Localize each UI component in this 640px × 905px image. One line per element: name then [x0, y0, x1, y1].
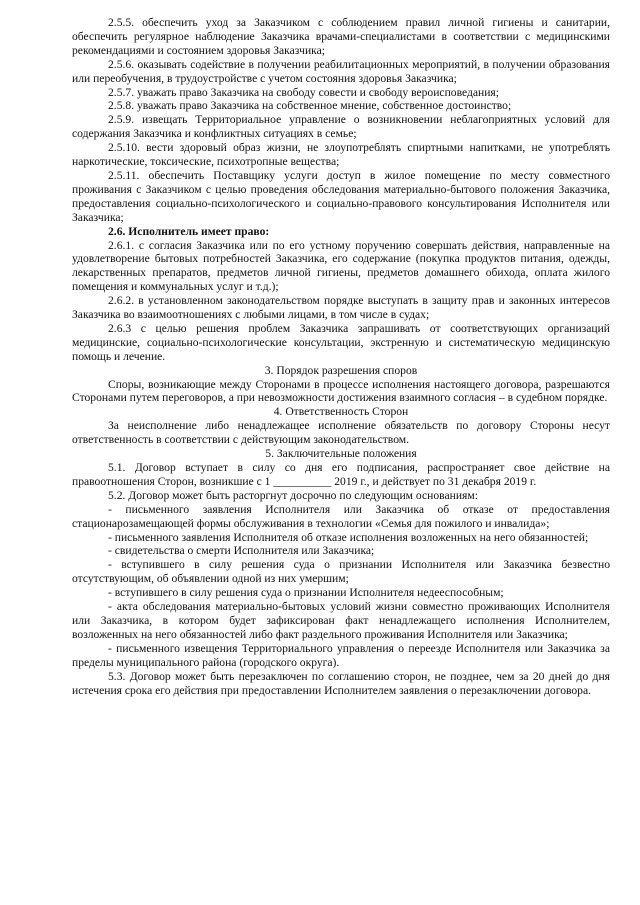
clause-5-3: 5.3. Договор может быть перезаключен по соглашению сторон, не позднее, чем за 20 дней до дня истечения срока его действия при предоставлении Исполнителем заявления о перезаключении договора. [72, 669, 610, 697]
clause-2-6-3: 2.6.3 с целью решения проблем Заказчика запрашивать от соответствующих организаций медицинские, социально-психологические консультации, экстренную и систематическую медицинскую помощь и лечение. [72, 321, 610, 363]
termination-ground-3: - свидетельства о смерти Исполнителя или Заказчика; [108, 544, 375, 558]
section-heading-4: 4. Ответственность Сторон [273, 405, 409, 419]
clause-2-6-2: 2.6.2. в установленном законодательством порядке выступать в защиту прав и законных интересов Заказчика во взаимоотношениях с любыми лицами, в том числе в судах; [72, 294, 610, 322]
clause-2-5-9: 2.5.9. извещать Территориальное управление о возникновении неблагоприятных условий для содержания Заказчика и конфликтных ситуациях в семье; [72, 113, 610, 141]
clause-4-text: За неисполнение либо ненадлежащее исполнение обязательств по договору Стороны несут ответственность в соответствии с действующим законодательством. [72, 419, 610, 447]
subsection-heading-2-6: 2.6. Исполнитель имеет право: [108, 224, 270, 238]
section-heading-3: 3. Порядок разрешения споров [264, 363, 418, 377]
section-heading-5: 5. Заключительные положения [265, 447, 417, 461]
clause-5-1: 5.1. Договор вступает в силу со дня его подписания, распространяет свое действие на правоотношения Сторон, возникшие с 1 __________ 2019 г., и действует по 31 декабря 2019 г. [72, 461, 610, 488]
clause-2-6-1: 2.6.1. с согласия Заказчика или по его устному поручению совершать действия, направленные на удовлетворение бытовых потребностей Заказчика, его содержание (покупка продуктов питания, одежды, лекарственных препаратов, предметов личной гигиены, предметов домашнего обихода, оплата жилого помещения и коммунальных услуг и т.д.); [72, 238, 610, 294]
clause-2-5-11: 2.5.11. обеспечить Поставщику услуги доступ в жилое помещение по месту совместного проживания с Заказчиком с целью проведения обследования материально-бытового положения Заказчика, предоставления социально-психологического и социально-правового консультирования Исполнителя или Заказчика; [72, 168, 610, 224]
termination-ground-4: - вступившего в силу решения суда о признании Исполнителя или Заказчика безвестно отсутствующим, об объявлении одной из них умершим; [72, 558, 610, 586]
termination-ground-2: - письменного заявления Исполнителя об отказе исполнения возложенных на него обязанностей; [108, 530, 589, 544]
clause-2-5-6: 2.5.6. оказывать содействие в получении реабилитационных мероприятий, в получении образования или переобучения, в трудоустройстве с учетом состояния здоровья Заказчика; [72, 57, 610, 85]
termination-ground-6: - акта обследования материально-бытовых условий жизни совместно проживающих Исполнителя или Заказчика, в котором будет зафиксирован факт ненадлежащего исполнения Исполнителем, возложенных на него обязанностей либо факт раздельного проживания Исполнителя или Заказчика; [72, 600, 610, 641]
clause-2-5-8: 2.5.8. уважать право Заказчика на собственное мнение, собственное достоинство; [108, 99, 512, 113]
clause-2-5-5: 2.5.5. обеспечить уход за Заказчиком с соблюдением правил личной гигиены и санитарии, обеспечить регулярное наблюдение Заказчика врачами-специалистами в соответствии с медицинскими рекомендациями и состоянием здоровья Заказчика; [72, 16, 610, 57]
clause-5-2: 5.2. Договор может быть расторгнут досрочно по следующим основаниям: [108, 488, 478, 502]
clause-3-text: Споры, возникающие между Сторонами в процессе исполнения настоящего договора, разрешаются Сторонами путем переговоров, а при невозможности достижения взаимного согласия – в судебном порядке. [72, 377, 610, 405]
clause-2-5-7: 2.5.7. уважать право Заказчика на свободу совести и свободу вероисповедания; [108, 85, 499, 99]
termination-ground-5: - вступившего в силу решения суда о признании Исполнителя недееспособным; [108, 586, 504, 600]
termination-ground-1: - письменного заявления Исполнителя или Заказчика об отказе от предоставления стационарозамещающей формы обслуживания в технологии «Семья для пожилого и инвалида»; [72, 502, 610, 530]
termination-ground-7: - письменного извещения Территориального управления о переезде Исполнителя или Заказчика за пределы муниципального района (городского округа). [72, 641, 610, 669]
clause-2-5-10: 2.5.10. вести здоровый образ жизни, не злоупотреблять спиртными напитками, не употреблять наркотические, токсические, психотропные вещества; [72, 141, 610, 169]
